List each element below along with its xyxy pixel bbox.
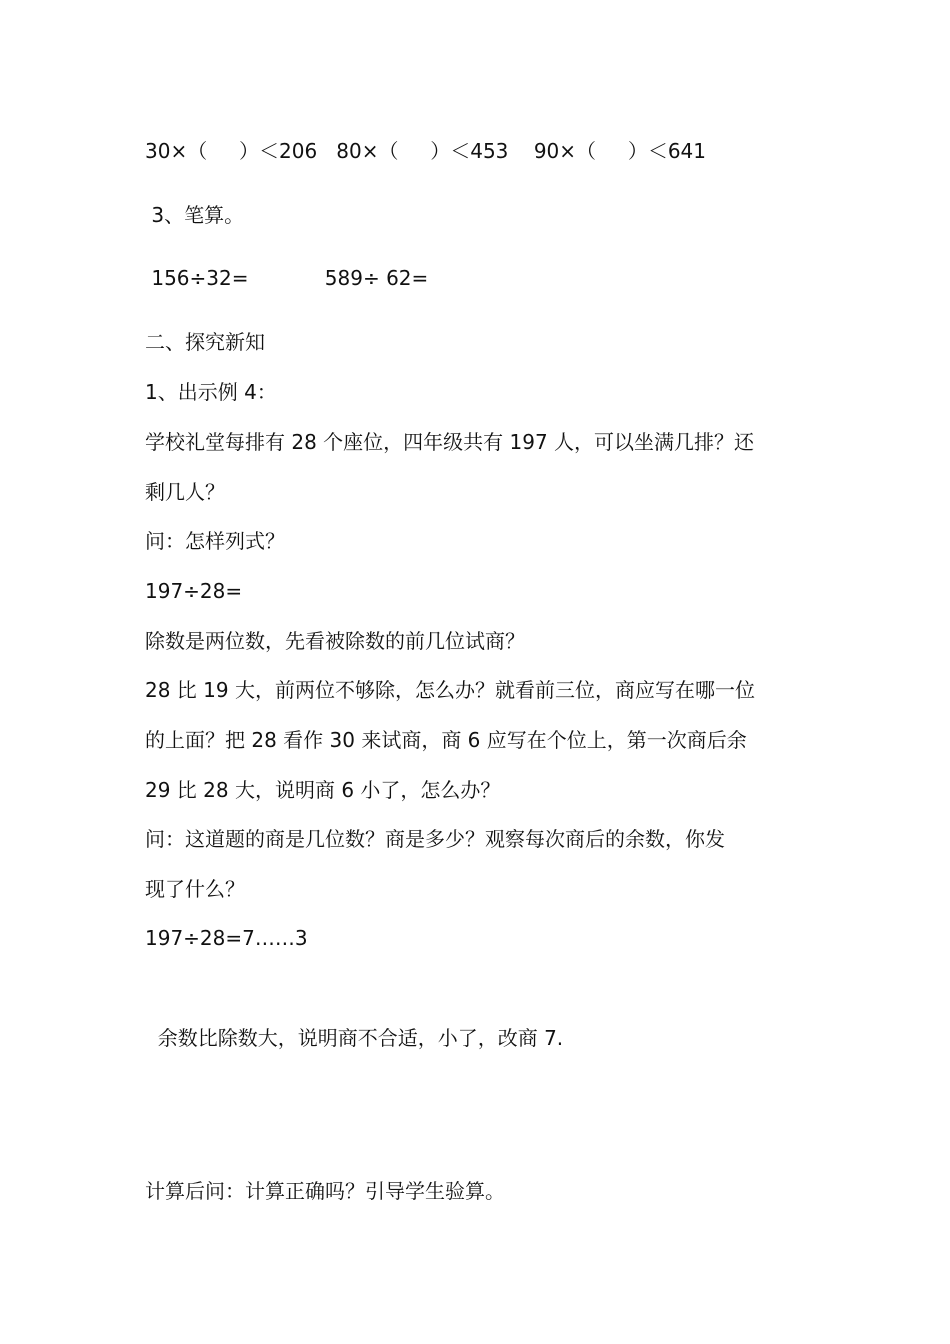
equation-line: 197÷28=7……3 xyxy=(145,926,308,950)
problem-text-line-2: 剩几人？ xyxy=(145,480,225,504)
question-line: 现了什么？ xyxy=(145,877,245,901)
closing-line: 计算后问：计算正确吗？引导学生验算。 xyxy=(145,1179,505,1203)
division-exercise-line: 156÷32= 589÷ 62= xyxy=(145,266,429,290)
section-heading: 二、探究新知 xyxy=(145,330,265,354)
paragraph-line: 28 比 19 大，前两位不够除，怎么办？就看前三位，商应写在哪一位 xyxy=(145,678,755,702)
problem-text-line-1: 学校礼堂每排有 28 个座位，四年级共有 197 人，可以坐满几排？还 xyxy=(145,430,755,454)
question-line: 问：怎样列式？ xyxy=(145,529,285,553)
question-line: 问：这道题的商是几位数？商是多少？观察每次商后的余数，你发 xyxy=(145,827,725,851)
comparison-exercise-line: 30×（ ）＜206 80×（ ）＜453 90×（ ）＜641 xyxy=(145,139,707,163)
paragraph-line: 的上面？把 28 看作 30 来试商，商 6 应写在个位上，第一次商后余 xyxy=(145,728,747,752)
equation-line: 197÷28= xyxy=(145,579,243,603)
explanation-line: 余数比除数大，说明商不合适，小了，改商 7. xyxy=(145,1026,564,1050)
paragraph-line: 除数是两位数，先看被除数的前几位试商？ xyxy=(145,629,525,653)
written-calc-heading: 3、笔算。 xyxy=(145,203,245,227)
paragraph-line: 29 比 28 大，说明商 6 小了，怎么办？ xyxy=(145,778,501,802)
example-heading: 1、出示例 4： xyxy=(145,380,277,404)
